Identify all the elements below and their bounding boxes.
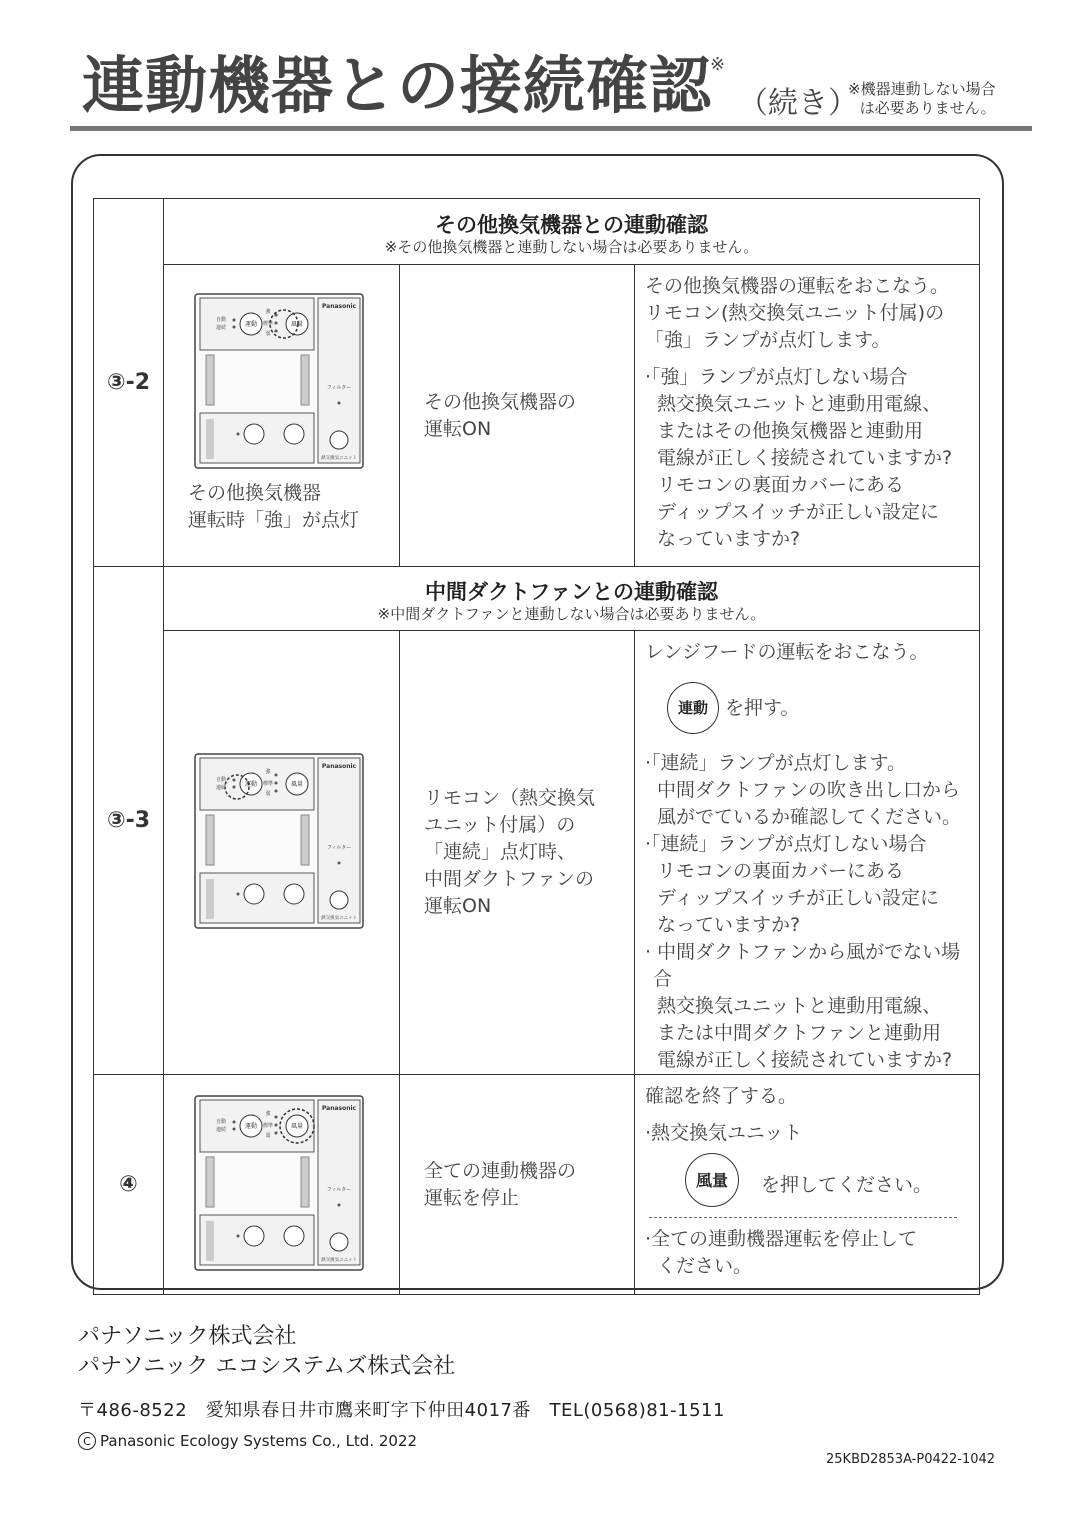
- section-header: [164, 199, 980, 265]
- remote-btn-linked: 運動: [244, 781, 258, 788]
- bullet-line: または中間ダクトファンと連動用: [657, 1022, 942, 1044]
- bullet-line: なっていますか?: [657, 528, 801, 550]
- title-continued: （続き）: [738, 86, 858, 121]
- caption-line: その他換気機器: [188, 482, 322, 504]
- bullet-line: またはその他換気機器と連動用: [657, 420, 924, 442]
- action-line: 運転ON: [424, 417, 492, 440]
- remote-illustration: [194, 1095, 364, 1271]
- section-title: 中間ダクトファンとの連動確認: [425, 580, 718, 604]
- bullet-line: · 中間ダクトファンから風がでない場合: [645, 941, 961, 990]
- remote-btn-fan: 風量: [290, 781, 304, 788]
- bullet-line: 電線が正しく接続されていますか?: [657, 1049, 953, 1071]
- desc-line: 確認を終了する。: [645, 1085, 798, 1107]
- action-line: 中間ダクトファンの: [424, 868, 595, 890]
- unit-label: ·熱交換気ユニット: [645, 1122, 803, 1144]
- bullet-line: 熱交換気ユニットと連動用電線、: [657, 995, 942, 1017]
- remote-brand: Panasonic: [321, 763, 357, 770]
- company-name: パナソニック エコシステムズ株式会社: [78, 1354, 456, 1379]
- bullet-line: 電線が正しく接続されていますか?: [657, 447, 953, 469]
- step-number: ③-2: [94, 199, 164, 567]
- page-footer: [78, 1322, 998, 1450]
- company-address: 〒486-8522 愛知県春日井市鷹来町字下仲田4017番 TEL(0568)81-1511: [78, 1400, 725, 1421]
- remote-btn-fan: 風量: [290, 1123, 304, 1130]
- title-footnote-mark: ※: [710, 54, 726, 75]
- page-title: 連動機器との接続確認: [82, 49, 713, 122]
- bullet-line: リモコンの裏面カバーにある: [657, 474, 905, 496]
- step-number: ④: [94, 1075, 164, 1295]
- remote-illustration: [194, 753, 364, 929]
- remote-label-filter: フィルター: [326, 385, 352, 391]
- remote-label-cont: 連続: [215, 785, 227, 791]
- remote-image-cell: [164, 265, 400, 567]
- check-table: [93, 198, 980, 1295]
- bullet-line: ·「連続」ランプが点灯します。: [645, 752, 907, 774]
- action-line: 全ての連動機器の: [424, 1159, 577, 1182]
- bullet-line: リモコンの裏面カバーにある: [657, 860, 905, 882]
- bullet-line: ディップスイッチが正しい設定に: [657, 501, 939, 523]
- desc-line: リモコン(熱交換気ユニット付属)の: [645, 302, 945, 324]
- copyright-icon: C: [78, 1432, 96, 1450]
- description-cell: [635, 1075, 980, 1295]
- title-note: [848, 80, 996, 118]
- section-subtitle: ※中間ダクトファンと連動しない場合は必要ありません。: [377, 605, 766, 623]
- remote-label-strong: 強: [265, 769, 271, 775]
- button-instruction: [667, 682, 971, 734]
- linked-button-icon: 連動: [667, 682, 719, 734]
- remote-label-auto: 自動: [215, 317, 227, 323]
- action-line: リモコン（熱交換気: [424, 787, 596, 809]
- action-line: その他換気機器の: [424, 390, 577, 413]
- bullet-line: ·「強」ランプが点灯しない場合: [645, 366, 908, 388]
- dashed-divider: [649, 1217, 957, 1218]
- remote-brand: Panasonic: [321, 1105, 357, 1112]
- company-name: パナソニック株式会社: [78, 1324, 297, 1349]
- bullet-line: 中間ダクトファンの吹き出し口から: [657, 779, 961, 801]
- remote-btn-linked: 運動: [244, 1123, 258, 1130]
- copyright-text: Panasonic Ecology Systems Co., Ltd. 2022: [100, 1432, 418, 1450]
- description-cell: [635, 631, 980, 1075]
- document-number: 25KBD2853A-P0422-1042: [826, 1452, 996, 1467]
- section-title: その他換気機器との連動確認: [435, 213, 708, 237]
- desc-line: 「強」ランプが点灯します。: [645, 329, 891, 351]
- remote-label-cont: 連続: [215, 325, 227, 331]
- remote-illustration: [194, 293, 364, 469]
- title-note-line1: ※機器連動しない場合: [848, 80, 996, 98]
- remote-image-cell: [164, 631, 400, 1075]
- bullet-line: 風がでているか確認してください。: [657, 806, 962, 828]
- remote-label-auto: 自動: [215, 777, 227, 783]
- remote-btn-linked: 運動: [244, 321, 258, 328]
- button-instruction-text: を押す。: [725, 696, 800, 719]
- remote-label-weak: 弱: [265, 1133, 271, 1139]
- description-cell: [635, 265, 980, 567]
- section-header: [164, 567, 980, 631]
- bullet-line: なっていますか?: [657, 914, 801, 936]
- page-header: [70, 40, 1020, 132]
- remote-label-normal: 標準: [262, 321, 274, 327]
- button-instruction-text: を押してください。: [761, 1173, 933, 1196]
- remote-label-strong: 強: [265, 309, 271, 315]
- remote-label-bottom: 熱交換気ユニット: [321, 456, 357, 461]
- title-underline: [70, 126, 1032, 131]
- remote-label-bottom: 熱交換気ユニット: [321, 1258, 357, 1263]
- action-line: 運転ON: [424, 895, 492, 917]
- action-cell: [400, 1075, 635, 1295]
- remote-label-strong: 強: [265, 1111, 271, 1117]
- remote-label-normal: 標準: [262, 1123, 274, 1129]
- action-cell: [400, 631, 635, 1075]
- button-instruction: [685, 1153, 971, 1207]
- title-note-line2: は必要ありません。: [859, 99, 996, 117]
- bullet-line: ディップスイッチが正しい設定に: [657, 887, 939, 909]
- final-line: ください。: [657, 1255, 753, 1277]
- remote-brand: Panasonic: [321, 303, 357, 310]
- action-line: 「連続」点灯時、: [424, 841, 577, 863]
- section-subtitle: ※その他換気機器と連動しない場合は必要ありません。: [384, 238, 759, 256]
- remote-label-filter: フィルター: [326, 845, 352, 851]
- remote-label-cont: 連続: [215, 1127, 227, 1133]
- bullet-line: 熱交換気ユニットと連動用電線、: [657, 393, 942, 415]
- fan-button-icon: 風量: [685, 1153, 739, 1207]
- remote-label-weak: 弱: [265, 791, 271, 797]
- action-line: ユニット付属）の: [424, 814, 576, 836]
- remote-label-filter: フィルター: [326, 1187, 352, 1193]
- image-caption: [188, 480, 359, 534]
- remote-label-normal: 標準: [262, 781, 274, 787]
- remote-label-auto: 自動: [215, 1119, 227, 1125]
- remote-label-weak: 弱: [265, 331, 271, 337]
- remote-label-bottom: 熱交換気ユニット: [321, 916, 357, 921]
- desc-line: レンジフードの運転をおこなう。: [645, 641, 929, 663]
- final-line: ·全ての連動機器運転を停止して: [645, 1228, 918, 1250]
- desc-line: その他換気機器の運転をおこなう。: [645, 275, 950, 297]
- caption-line: 運転時「強」が点灯: [188, 509, 360, 531]
- step-number: ③-3: [94, 567, 164, 1075]
- remote-image-cell: [164, 1075, 400, 1295]
- action-line: 運転を停止: [424, 1186, 520, 1209]
- action-cell: [400, 265, 635, 567]
- copyright: [78, 1432, 998, 1450]
- remote-btn-fan: 風量: [290, 321, 304, 328]
- bullet-line: ·「連続」ランプが点灯しない場合: [645, 833, 927, 855]
